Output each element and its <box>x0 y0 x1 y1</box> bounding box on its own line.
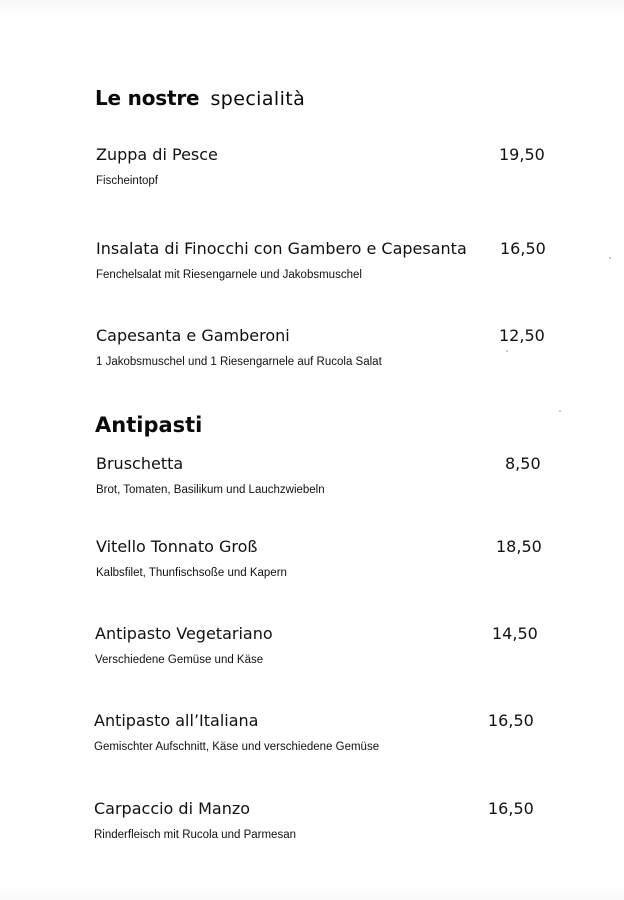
menu-item-name: Carpaccio di Manzo <box>94 799 251 818</box>
scan-speck <box>506 350 508 352</box>
section-title-antipasti: Antipasti <box>95 413 203 437</box>
menu-item-price: 16,50 <box>488 711 534 730</box>
scan-speck <box>609 257 611 259</box>
menu-item <box>0 145 624 205</box>
section-title-light: specialità <box>210 88 306 110</box>
menu-item-description: Rinderfleisch mit Rucola und Parmesan <box>94 829 296 841</box>
section-title-bold: Le nostre <box>95 86 200 110</box>
menu-item <box>0 454 624 514</box>
menu-item-description: Fischeintopf <box>96 175 159 187</box>
menu-item <box>0 799 624 859</box>
scan-speck <box>559 410 561 412</box>
menu-item-name: Capesanta e Gamberoni <box>96 326 290 345</box>
menu-item-description: 1 Jakobsmuschel und 1 Riesengarnele auf Rucola Salat <box>96 356 382 368</box>
menu-item-description: Verschiedene Gemüse und Käse <box>95 654 264 666</box>
menu-item-description: Kalbsfilet, Thunfischsoße und Kapern <box>96 567 287 579</box>
menu-item-name: Bruschetta <box>96 454 184 473</box>
menu-item-name: Vitello Tonnato Groß <box>96 537 258 556</box>
menu-item <box>0 624 624 684</box>
menu-item-price: 8,50 <box>505 454 541 473</box>
menu-item-name: Antipasto Vegetariano <box>95 624 273 643</box>
menu-item-price: 12,50 <box>499 326 545 345</box>
menu-item-description: Gemischter Aufschnitt, Käse und verschiedene Gemüse <box>94 741 380 753</box>
menu-item-name: Antipasto all’Italiana <box>94 711 259 730</box>
menu-item-name: Insalata di Finocchi con Gambero e Capesanta <box>96 239 467 258</box>
menu-item <box>0 239 624 299</box>
menu-item <box>0 711 624 771</box>
menu-item-price: 18,50 <box>496 537 542 556</box>
menu-item <box>0 537 624 597</box>
section-title-specialita <box>95 75 305 113</box>
menu-item-price: 16,50 <box>500 239 546 258</box>
menu-item-description: Brot, Tomaten, Basilikum und Lauchzwiebeln <box>96 484 325 496</box>
menu-item-name: Zuppa di Pesce <box>96 145 218 164</box>
menu-item-description: Fenchelsalat mit Riesengarnele und Jakobsmuschel <box>96 269 362 281</box>
menu-item-price: 14,50 <box>492 624 538 643</box>
menu-item-price: 16,50 <box>488 799 534 818</box>
menu-item <box>0 326 624 386</box>
menu-item-price: 19,50 <box>499 145 545 164</box>
